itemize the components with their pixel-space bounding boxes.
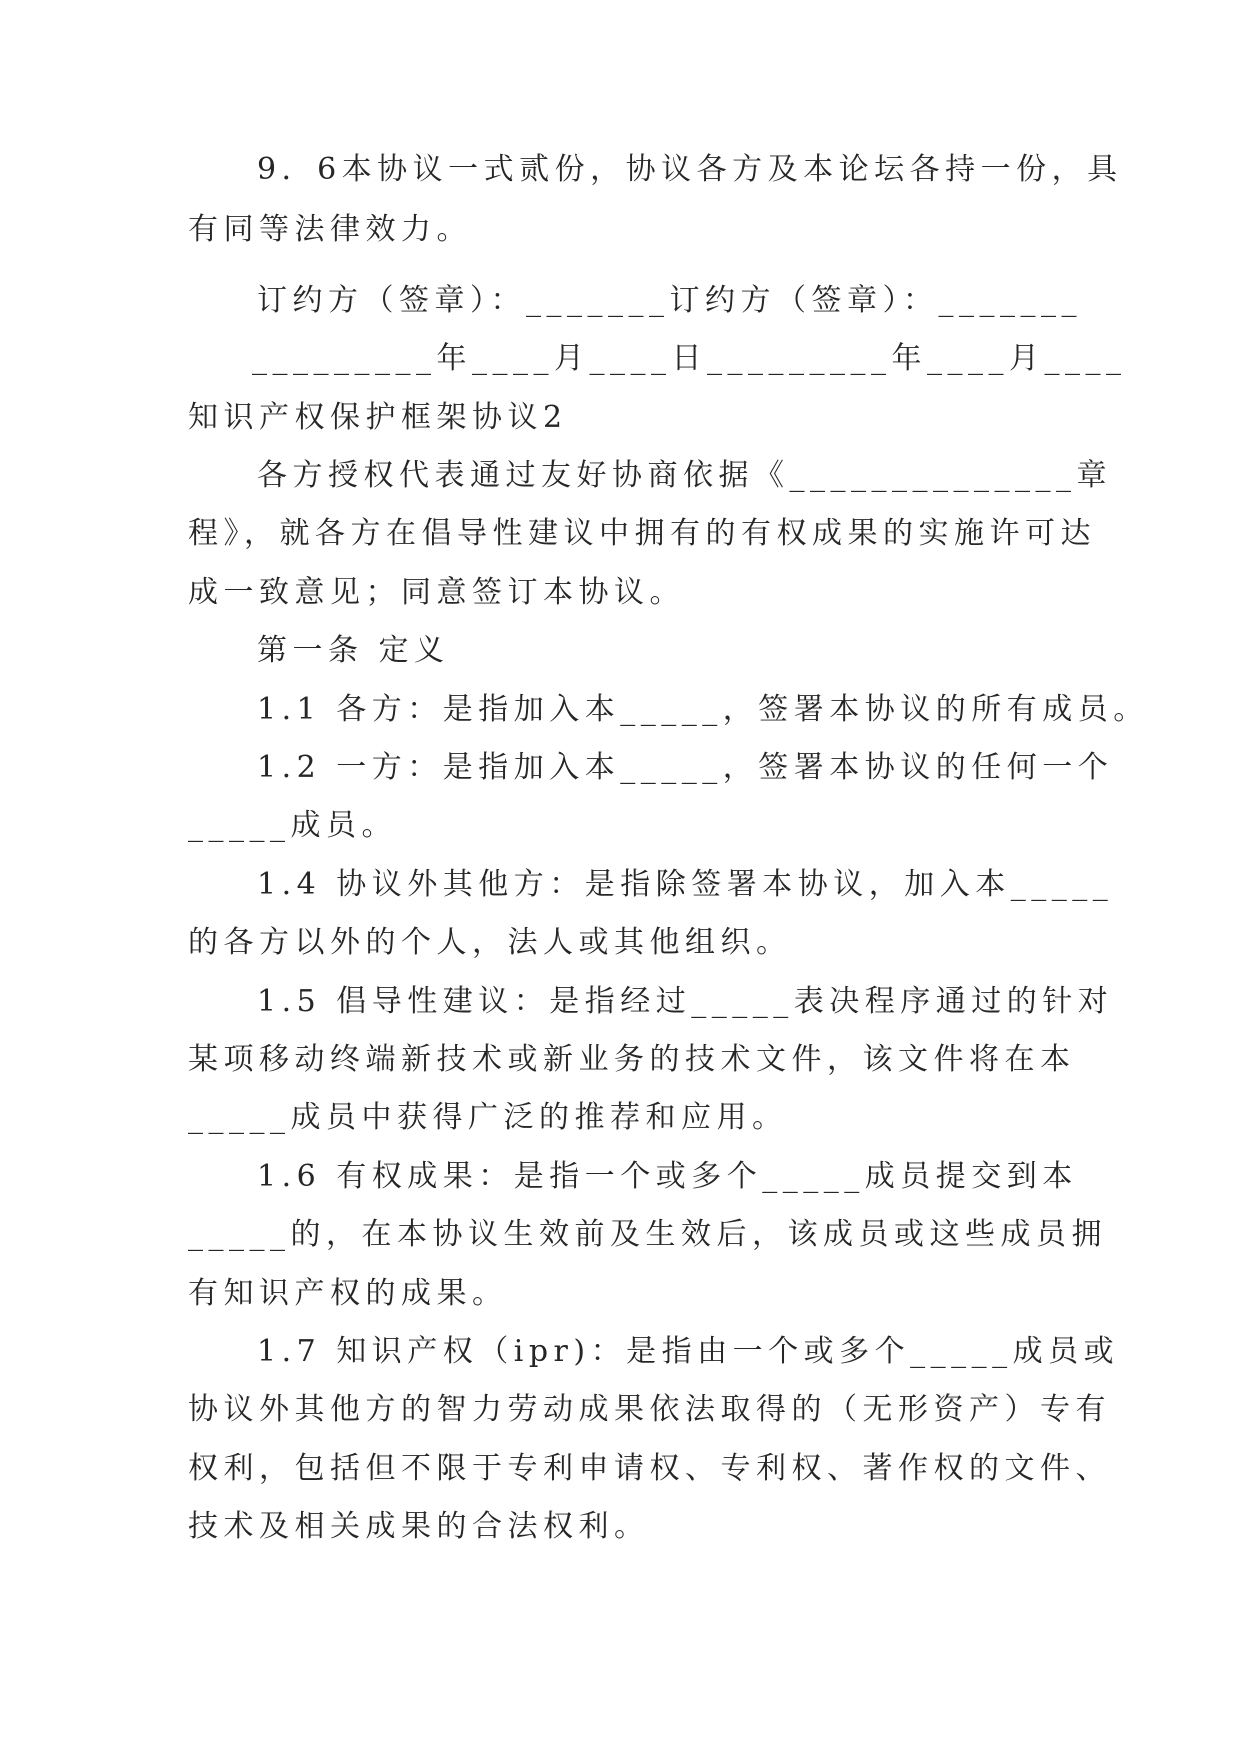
paragraph-line: 程》，就各方在倡导性建议中拥有的有权成果的实施许可达	[188, 516, 1096, 551]
paragraph-line: 9．6本协议一式贰份，协议各方及本论坛各持一份，具	[257, 152, 1123, 187]
clause-line: _____成员。	[188, 808, 397, 843]
clause-line: 技术及相关成果的合法权利。	[188, 1509, 650, 1544]
clause-line: 1.6 有权成果：是指一个或多个_____成员提交到本	[257, 1159, 1078, 1194]
clause-line: _____成员中获得广泛的推荐和应用。	[188, 1100, 788, 1135]
signature-line: 订约方（签章）：_______订约方（签章）：_______	[257, 283, 1082, 318]
paragraph-line: 有同等法律效力。	[188, 212, 472, 247]
clause-line: 协议外其他方的智力劳动成果依法取得的（无形资产）专有	[188, 1392, 1111, 1427]
article-heading: 第一条 定义	[257, 633, 450, 668]
paragraph-line: 各方授权代表通过友好协商依据《______________章	[257, 458, 1112, 493]
clause-line: 1.5 倡导性建议：是指经过_____表决程序通过的针对	[257, 984, 1114, 1019]
clause-line: 1.7 知识产权（ipr)：是指由一个或多个_____成员或	[257, 1334, 1120, 1369]
clause-line: 权利，包括但不限于专利申请权、专利权、著作权的文件、	[188, 1451, 1111, 1486]
clause-line: 1.4 协议外其他方：是指除签署本协议，加入本_____	[257, 867, 1114, 902]
clause-line: 有知识产权的成果。	[188, 1276, 508, 1311]
clause-line: 某项移动终端新技术或新业务的技术文件，该文件将在本	[188, 1042, 1076, 1077]
clause-line: 的各方以外的个人，法人或其他组织。	[188, 925, 792, 960]
clause-line: _____的，在本协议生效前及生效后，该成员或这些成员拥	[188, 1217, 1107, 1252]
paragraph-line: 成一致意见；同意签订本协议。	[188, 575, 685, 610]
section-title: 知识产权保护框架协议2	[188, 400, 568, 435]
clause-line: 1.2 一方：是指加入本_____，签署本协议的任何一个	[257, 750, 1114, 785]
clause-line: 1.1 各方：是指加入本_____，签署本协议的所有成员。	[257, 692, 1149, 727]
date-line: _________年____月____日_________年____月____	[252, 341, 1127, 376]
